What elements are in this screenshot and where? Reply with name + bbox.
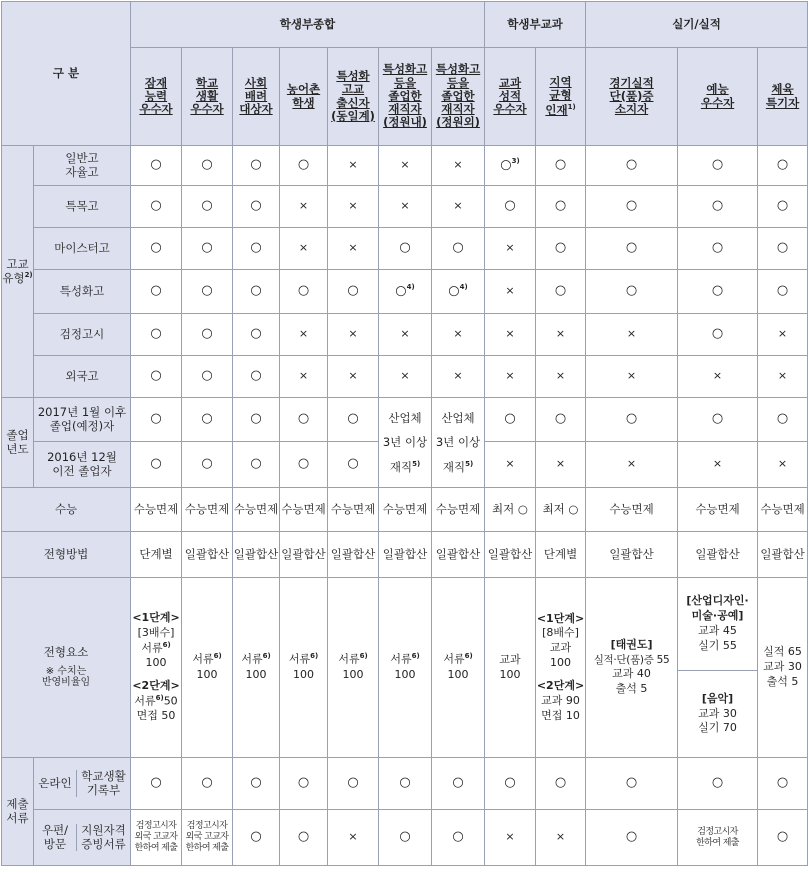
cell: ○ [758,810,808,866]
cell: ○ [586,398,678,442]
cell: × [432,186,485,228]
submit-group-label: 제출 서류 [2,758,34,866]
group-silgi-header: 실기/실적 [586,2,808,48]
cell: × [678,442,758,488]
cell: ○ [233,442,280,488]
cell: × [379,356,432,398]
cell-regional: <1단계> [8배수] 교과 100 <2단계> 교과 90 면접 10 [536,578,586,758]
cell: ○$^{4)}$ [432,270,485,314]
cell: ○ [280,810,328,866]
cell: × [280,356,328,398]
row-label: 전형요소 ※ 수치는 반영비율임 [2,578,131,758]
col-header: 체육 특기자 [758,48,808,146]
cell: ○ [233,270,280,314]
cell: ○ [233,228,280,270]
cell: ○ [182,758,233,810]
cell: × [328,314,379,356]
row-label: 우편/ 방문 지원자격 증빙서류 [34,810,131,866]
cell: ○ [485,398,536,442]
row-label: 온라인 학교생활 기록부 [34,758,131,810]
cell: ○ [536,228,586,270]
cell: × [485,356,536,398]
cell: ○ [328,398,379,442]
cell: ○ [233,758,280,810]
cell: ○$^{4)}$ [379,270,432,314]
cell: ○ [485,186,536,228]
cell: 일괄합산 [182,532,233,578]
music-block: [음악] 교과 30 실기 70 [698,691,737,735]
col-header: 경기실적 단(품)증 소지자 [586,48,678,146]
cell: 수능면제 [678,488,758,532]
table-row [2,270,808,314]
cell: ○ [758,758,808,810]
cell: ○ [328,270,379,314]
cell-doc: 서류$^{6)}$ 100 [328,578,379,758]
table-row [2,810,808,866]
cell: × [758,442,808,488]
cell-art-music [678,578,758,758]
col-header: 특성화 고교 출신자 (동일계) [328,48,379,146]
col-header: 특성화고 등을 졸업한 재직자 (정원외) [432,48,485,146]
cell: ○ [678,314,758,356]
cell: × [328,228,379,270]
cell: ○ [280,270,328,314]
cell: 검정고시자 한하여 제출 [678,810,758,866]
cell: ○ [182,146,233,186]
group-jonghap-header: 학생부종합 [131,2,485,48]
cell: ○ [586,146,678,186]
cell: ○ [432,810,485,866]
cell: × [536,356,586,398]
cell: ○ [586,228,678,270]
cell: ○ [536,398,586,442]
cell: ○ [379,228,432,270]
col-header: 잠재 능력 우수자 [131,48,182,146]
cell: × [586,314,678,356]
cell: ○ [678,186,758,228]
cell: × [432,314,485,356]
cell: ○ [678,398,758,442]
cell: ○ [131,270,182,314]
cell: ○ [536,758,586,810]
cell-doc: 서류$^{6)}$ 100 [280,578,328,758]
cell: ○ [182,270,233,314]
table-row [2,146,808,186]
table-row [2,488,808,532]
cell: × [485,442,536,488]
cell: × [432,356,485,398]
cell: × [586,442,678,488]
cell: 일괄합산 [586,532,678,578]
cell: ○ [280,398,328,442]
col-header: 사회 배려 대상자 [233,48,280,146]
cell: × [485,810,536,866]
col-header: 예능 우수자 [678,48,758,146]
cell: ○ [432,228,485,270]
cell-doc: 서류$^{6)}$ 100 [182,578,233,758]
cell: ○ [678,270,758,314]
cell-doc: 서류$^{6)}$ 100 [432,578,485,758]
cell: ○ [758,228,808,270]
cell: ○ [233,810,280,866]
cell: 일괄합산 [280,532,328,578]
cell: ○ [586,758,678,810]
table-row [2,532,808,578]
cell: 수능면제 [131,488,182,532]
cell: × [678,356,758,398]
cell: × [379,314,432,356]
admission-table [1,1,808,866]
cell: ○ [131,398,182,442]
cell: ○ [678,228,758,270]
table-row [2,314,808,356]
cell: ○ [758,186,808,228]
cell: ○ [233,314,280,356]
row-label: 2017년 1월 이후 졸업(예정)자 [34,398,131,442]
col-header: 특성화고 등을 졸업한 재직자 (정원내) [379,48,432,146]
cell-potential: <1단계> [3배수] 서류$^{6)}$ 100 <2단계> 서류$^{6)}$50 면접 50 [131,578,182,758]
row-label: 마이스터고 [34,228,131,270]
cell: ○ [536,186,586,228]
cell: × [432,146,485,186]
row-label: 외국고 [34,356,131,398]
school-type-group-label: 고교 유형$^{2)}$ [2,146,34,398]
cell: 검정고시자 외국 고교자 한하여 제출 [182,810,233,866]
cell: ○ [182,228,233,270]
cell: 단계별 [131,532,182,578]
cell: 수능면제 [586,488,678,532]
cell-taekwondo: [태권도] 실적·단(품)증 55 교과 40 출석 5 [586,578,678,758]
cell: × [536,810,586,866]
cell: × [280,186,328,228]
cell: ○ [586,270,678,314]
table-row [2,398,808,442]
cell: × [586,356,678,398]
cell: 최저 ○ [536,488,586,532]
cell: 수능면제 [233,488,280,532]
cell: ○ [233,356,280,398]
cell: ○ [432,758,485,810]
cell: 수능면제 [379,488,432,532]
col-header: 지역 균형 인재$^{1)}$ [536,48,586,146]
cell: × [280,228,328,270]
cell: × [328,356,379,398]
cell: 단계별 [536,532,586,578]
cell: ○ [233,146,280,186]
cell: × [485,270,536,314]
cell: × [379,186,432,228]
cell: 수능면제 [328,488,379,532]
col-header: 교과 성적 우수자 [485,48,536,146]
row-label: 특성화고 [34,270,131,314]
col-header: 농어촌 학생 [280,48,328,146]
cell: ○ [182,186,233,228]
cell: 일괄합산 [485,532,536,578]
cell: 수능면제 [432,488,485,532]
employed-cell-2: 산업체 3년 이상 재직$^{5)}$ [432,398,485,488]
cell: 검정고시자 외국 고교자 한하여 제출 [131,810,182,866]
row-label: 검정고시 [34,314,131,356]
elements-row [2,578,808,758]
table-row [2,228,808,270]
cell: ○ [182,398,233,442]
cell: ○ [131,228,182,270]
cell: × [328,186,379,228]
cell: ○ [485,758,536,810]
cell: ○ [678,146,758,186]
cell: ○ [758,146,808,186]
cell: 일괄합산 [379,532,432,578]
cell: ○ [182,442,233,488]
group-gyogwa-header: 학생부교과 [485,2,586,48]
cell: ○ [131,146,182,186]
cell: 일괄합산 [758,532,808,578]
cell: 일괄합산 [233,532,280,578]
cell: 수능면제 [280,488,328,532]
cell: 일괄합산 [678,532,758,578]
grad-year-group-label: 졸업 년도 [2,398,34,488]
cell: ○ [586,810,678,866]
cell: ○ [131,186,182,228]
cell-sports: 실적 65 교과 30 출석 5 [758,578,808,758]
cell: × [328,146,379,186]
cell: × [485,314,536,356]
cell: ○ [678,758,758,810]
cell: 일괄합산 [432,532,485,578]
cell: × [485,228,536,270]
cell: ○ [131,758,182,810]
cell: ○ [280,758,328,810]
row-label: 수능 [2,488,131,532]
cell-doc: 서류$^{6)}$ 100 [379,578,432,758]
cell: ○ [280,146,328,186]
cell: × [758,314,808,356]
cell: × [379,146,432,186]
cell: ○ [758,270,808,314]
cell-doc: 서류$^{6)}$ 100 [233,578,280,758]
cell: ○ [233,186,280,228]
cell: ○ [131,356,182,398]
table-row [2,186,808,228]
cell: 수능면제 [182,488,233,532]
cell: ○ [379,810,432,866]
cell: ○ [131,442,182,488]
row-label: 전형방법 [2,532,131,578]
cell: × [758,356,808,398]
gubun-header: 구 분 [2,2,131,146]
row-label: 2016년 12월 이전 졸업자 [34,442,131,488]
cell: × [536,442,586,488]
cell: ○ [182,356,233,398]
cell: ○ [131,314,182,356]
cell: 최저 ○ [485,488,536,532]
cell: ○ [328,442,379,488]
art-block: [산업디자인· 미술·공예] 교과 45 실기 55 [678,578,757,671]
cell: ○ [536,146,586,186]
cell: ○ [379,758,432,810]
cell: ○ [328,758,379,810]
cell: 수능면제 [758,488,808,532]
table-row [2,758,808,810]
cell: ○$^{3)}$ [485,146,536,186]
employed-cell-1: 산업체 3년 이상 재직$^{5)}$ [379,398,432,488]
cell: ○ [233,398,280,442]
cell: ○ [280,442,328,488]
cell: ○ [586,186,678,228]
cell: × [536,314,586,356]
cell: ○ [758,398,808,442]
cell-gyogwa: 교과 100 [485,578,536,758]
row-label: 일반고 자율고 [34,146,131,186]
cell: × [328,810,379,866]
cell: 일괄합산 [328,532,379,578]
cell: ○ [536,270,586,314]
cell: ○ [182,314,233,356]
row-label: 특목고 [34,186,131,228]
col-header: 학교 생활 우수자 [182,48,233,146]
cell: × [280,314,328,356]
table-row [2,356,808,398]
